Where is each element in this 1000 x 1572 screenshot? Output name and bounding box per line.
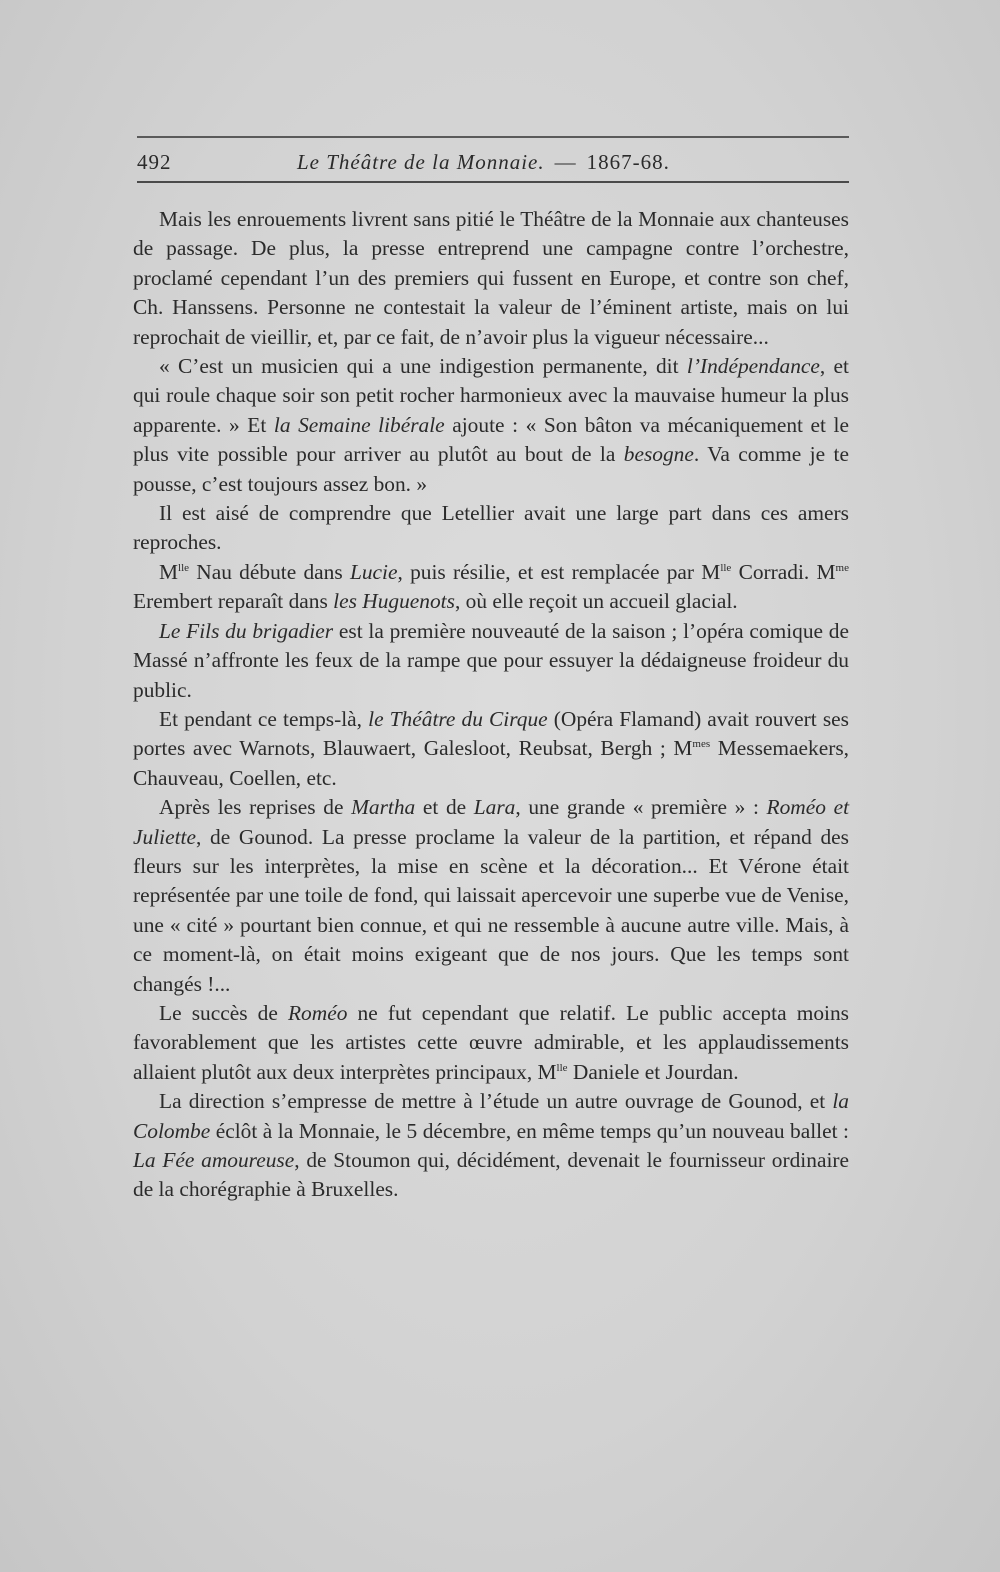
running-title-line — [297, 150, 670, 175]
paragraph — [133, 705, 849, 793]
paragraph — [133, 793, 849, 999]
text-run: Erembert reparaît dans — [133, 589, 334, 614]
superscript: lle — [720, 561, 732, 574]
text-run: « C’est un musicien qui a une indigestion permanente, dit — [159, 354, 687, 379]
text-run: Daniele et Jourdan. — [567, 1059, 739, 1084]
text-run: , une grande « première » : — [515, 795, 767, 820]
italic-text: la Semaine libérale — [273, 412, 445, 437]
paragraph — [133, 617, 849, 705]
italic-text: l’Indépendance — [686, 354, 820, 379]
text-run: et de — [415, 795, 474, 820]
paragraph — [133, 352, 849, 499]
page-number: 492 — [137, 150, 172, 174]
text-run: éclôt à la Monnaie, le 5 décembre, en même temps qu’un nouveau ballet : — [210, 1118, 849, 1143]
text-run: , de Stoumon qui, décidément, devenait le fournisseur ordinaire de la chorégraphie à Bruxelles. — [133, 1148, 850, 1202]
italic-text: La Fée amoureuse — [133, 1148, 295, 1172]
italic-text: Le Fils du brigadier — [159, 618, 334, 643]
paragraph — [133, 999, 849, 1087]
text-run: , de Gounod. La presse proclame la valeur de la partition, et répand des fleurs sur les interprètes, la mise en scène et la décoration... Et Vérone était représentée par une toile de fond, qui laissait apercevoir une superbe vue de Venise, une « cité » pourtant bien connue, et qui ne ressemble à aucune autre ville. Mais, à ce moment-là, on était moins exigeant que de nos jours. Que les temps sont changés !... — [133, 824, 849, 996]
text-run: Corradi. M — [731, 559, 836, 584]
header-years: 1867-68. — [586, 150, 670, 174]
text-run: est la première nouveauté de la saison ; l’opéra comique de Massé n’affronte les feux de la rampe que pour essuyer la dédaigneuse froideur du public. — [133, 618, 849, 702]
text-run: , puis résilie, et est remplacée par M — [397, 559, 721, 584]
header-rule — [137, 181, 849, 183]
italic-text: les Huguenots — [333, 589, 455, 614]
text-run: Mais les enrouements livrent sans pitié le Théâtre de la Monnaie aux chanteuses de passage. De plus, la presse entreprend une campagne contre l’orchestre, proclamé cependant l’un des premiers qui fussent en Europe, et contre son chef, Ch. Hanssens. Personne ne contestait la valeur de l’éminent artiste, mais on lui reprochait de vieillir, et, par ce fait, de n’avoir plus la vigueur nécessaire... — [133, 207, 849, 349]
superscript: me — [835, 561, 849, 574]
text-run: ajoute : « Son bâton va mécaniquement et le plus vite possible pour arriver au plutôt au bout de la — [133, 412, 849, 467]
paragraph — [133, 205, 849, 352]
paragraph — [133, 499, 849, 558]
text-run: M — [159, 559, 179, 584]
text-run: , où elle reçoit un accueil glacial. — [454, 589, 738, 614]
text-run: (Opéra Flamand) avait rouvert ses portes avec Warnots, Blauwaert, Galesloot, Reubsat, Bergh ; M — [133, 706, 849, 761]
text-run: ne fut cependant que relatif. Le public accepta moins favorablement que les artistes cette œuvre admirable, et les applaudissements allaient plutôt aux deux interprètes principaux, M — [133, 1000, 849, 1084]
italic-text: Lucie — [349, 559, 398, 584]
text-run: Nau débute dans — [189, 559, 350, 584]
text-run: La direction s’empresse de mettre à l’étude un autre ouvrage de Gounod, et — [159, 1089, 833, 1114]
paragraph — [133, 1087, 849, 1205]
superscript: mes — [692, 738, 711, 751]
page-body — [133, 205, 849, 1205]
paragraph — [133, 558, 849, 617]
text-run: , et qui roule chaque soir son petit rocher harmonieux avec la mauvaise humeur la plus apparente. » Et — [133, 354, 849, 437]
italic-text: Martha — [351, 795, 416, 820]
italic-text: Roméo — [287, 1000, 348, 1025]
top-rule — [137, 136, 849, 138]
italic-text: le Théâtre du Cirque — [368, 706, 548, 731]
superscript: lle — [178, 561, 190, 574]
italic-text: Roméo et Juliette — [133, 795, 850, 849]
text-run: Et pendant ce temps-là, — [159, 706, 369, 731]
header-separator: — — [554, 150, 577, 174]
text-run: Après les reprises de — [159, 795, 352, 820]
text-run: Messemaekers, Chauveau, Coellen, etc. — [133, 736, 849, 790]
text-run: Il est aisé de comprendre que Letellier avait une large part dans ces amers reproches. — [133, 501, 849, 555]
running-title: Le Théâtre de la Monnaie. — [297, 150, 545, 174]
italic-text: besogne — [623, 442, 694, 467]
superscript: lle — [556, 1061, 568, 1074]
italic-text: la Colombe — [133, 1089, 849, 1143]
text-run: Le succès de — [159, 1000, 288, 1025]
italic-text: Lara — [473, 795, 516, 820]
text-run: . Va comme je te pousse, c’est toujours assez bon. » — [133, 442, 849, 496]
